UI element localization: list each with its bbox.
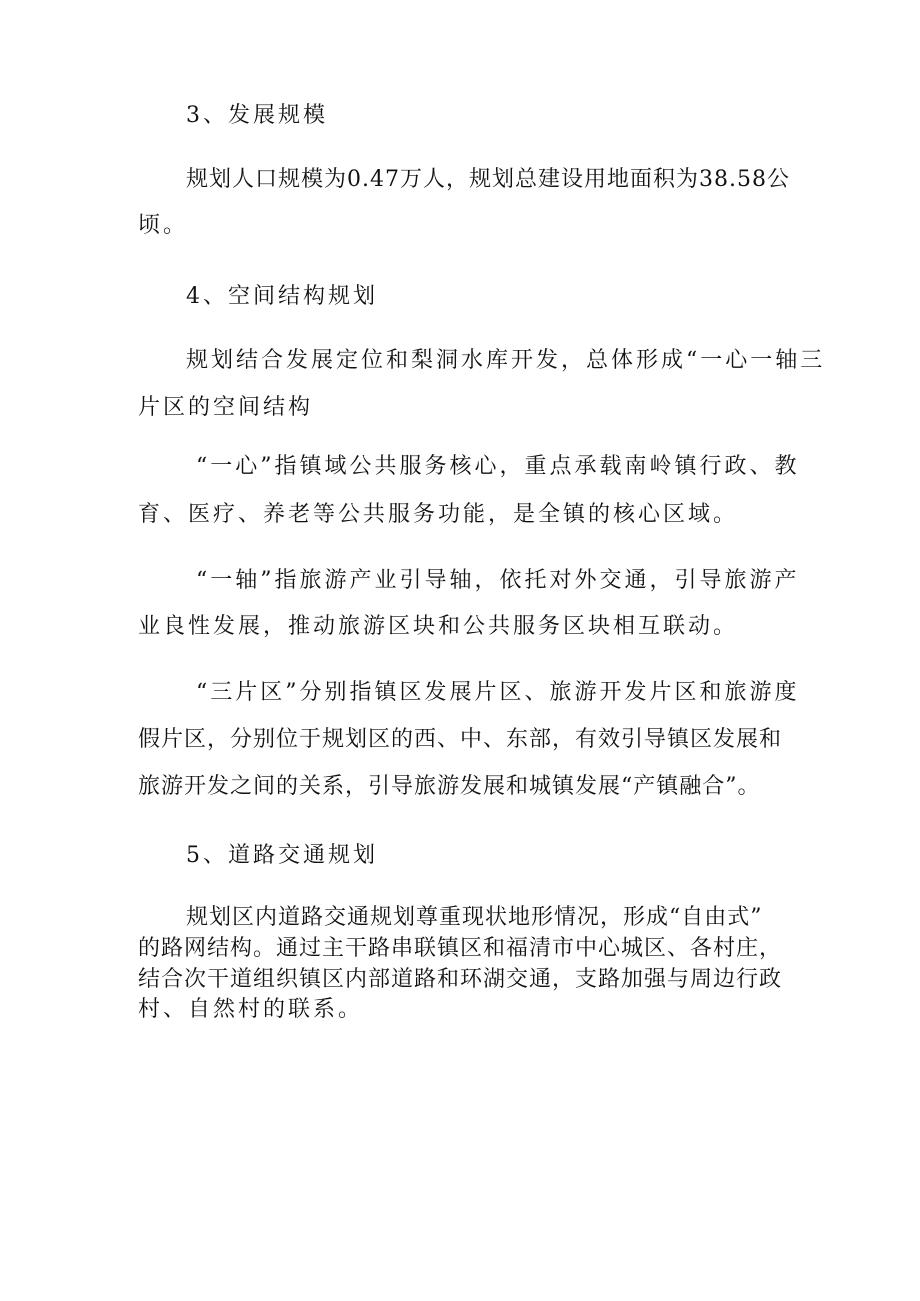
document-page: 3、发展规模 规划人口规模为0.47万人，规划总建设用地面积为38.58公 顷。 4、空间结构规划 规划结合发展定位和梨洞水库开发，总体形成“一心一轴三 片区的空间结构 “一心”指镇域公共服务核心，重点承载南岭镇行政、教 育、医疗、养老等公共服务功能，是全镇的核心区域。 “一轴”指旅游产业引导轴，依托对外交通，引导旅游产 业良性发展，推动旅游区块和公共服务区块相互联动。 “三片区”分别指镇区发展片区、旅游开发片区和旅游度 假片区，分别位于规划区的西、中、东部，有效引导镇区发展和 旅游开发之间的关系，引导旅游发展和城镇发展“产镇融合”。 5、道路交通规划 规划区内道路交通规划尊重现状地形情况，形成“自由式” 的路网结构。通过主干路串联镇区和福清市中心城区、各村庄， 结合次干道组织镇区内部道路和环湖交通，支路加强与周边行政 村、自然村的联系。 xyxy=(138,103,826,1022)
